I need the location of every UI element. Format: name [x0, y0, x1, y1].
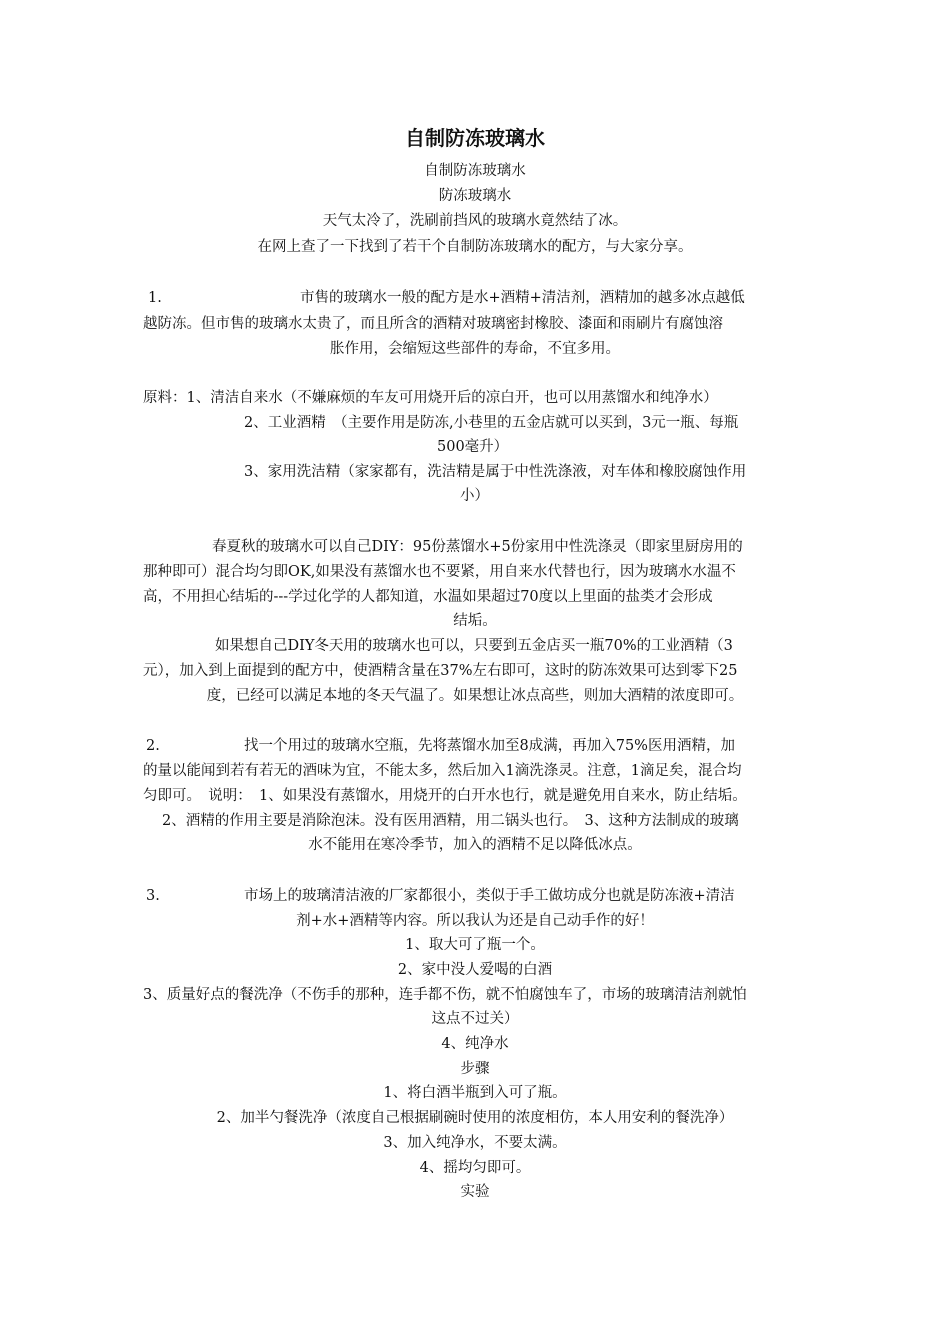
- document-title: 自制防冻玻璃水: [405, 126, 545, 150]
- section-line: 1、取大可了瓶一个。: [405, 937, 545, 953]
- section-number: 1.: [148, 290, 162, 306]
- paragraph-line: 那种即可）混合均匀即OK,如果没有蒸馏水也不要紧，用自来水代替也行，因为玻璃水水温不: [143, 564, 736, 580]
- section-line: 实验: [460, 1184, 490, 1200]
- paragraph-line: 高，不用担心结垢的---学过化学的人都知道，水温如果超过70度以上里面的盐类才会形成: [143, 589, 713, 605]
- material-item: 小）: [460, 488, 489, 504]
- section-line: 4、纯净水: [441, 1036, 509, 1052]
- section-line: 步骤: [460, 1061, 490, 1077]
- section-line: 胀作用，会缩短这些部件的寿命，不宜多用。: [330, 341, 620, 357]
- paragraph-line: 春夏秋的玻璃水可以自己DIY：95份蒸馏水+5份家用中性洗涤灵（即家里厨房用的: [212, 539, 743, 555]
- section-line: 找一个用过的玻璃水空瓶，先将蒸馏水加至8成满，再加入75%医用酒精，加: [244, 738, 735, 754]
- section-line: 4、摇均匀即可。: [419, 1160, 531, 1176]
- material-item: 2、工业酒精 （主要作用是防冻,小巷里的五金店就可以买到，3元一瓶、每瓶: [244, 415, 739, 431]
- section-line: 3、加入纯净水，不要太满。: [383, 1135, 567, 1151]
- section-line: 2、加半勺餐洗净（浓度自己根据刷碗时使用的浓度相仿，本人用安利的餐洗净）: [216, 1110, 734, 1126]
- paragraph-line: 如果想自己DIY冬天用的玻璃水也可以，只要到五金店买一瓶70%的工业酒精（3: [215, 638, 733, 654]
- intro-line: 在网上查了一下找到了若干个自制防冻玻璃水的配方，与大家分享。: [257, 239, 693, 255]
- section-line: 水不能用在寒冷季节，加入的酒精不足以降低冰点。: [308, 837, 642, 853]
- material-item: 1、清洁自来水（不嫌麻烦的车友可用烧开后的凉白开，也可以用蒸馏水和纯净水）: [186, 390, 718, 406]
- materials-line: [143, 387, 718, 409]
- section-line: 匀即可。 说明： 1、如果没有蒸馏水，用烧开的白开水也行，就是避免用自来水，防止结垢。: [143, 788, 747, 804]
- paragraph-line: 结垢。: [453, 613, 497, 629]
- section-number: 3.: [146, 888, 160, 904]
- paragraph-line: 元），加入到上面提到的配方中，使酒精含量在37%左右即可，这时的防冻效果可达到零下25: [143, 663, 738, 679]
- section-line: 2、酒精的作用主要是消除泡沫。没有医用酒精，用二锅头也行。 3、这种方法制成的玻璃: [162, 813, 739, 829]
- section-line: 1、将白酒半瓶到入可了瓶。: [383, 1085, 567, 1101]
- material-item: 3、家用洗洁精（家家都有，洗洁精是属于中性洗涤液，对车体和橡胶腐蚀作用: [244, 464, 747, 480]
- paragraph-line: 度，已经可以满足本地的冬天气温了。如果想让冰点高些，则加大酒精的浓度即可。: [206, 688, 744, 704]
- section-line: 剂+水+酒精等内容。所以我认为还是自己动手作的好！: [296, 913, 654, 929]
- materials-label: 原料：: [143, 390, 187, 406]
- material-item: 500毫升）: [437, 439, 509, 455]
- section-line: 的量以能闻到若有若无的酒味为宜，不能太多，然后加入1滴洗涤灵。注意，1滴足矣，混合均: [143, 763, 742, 779]
- section-line: 越防冻。但市售的玻璃水太贵了，而且所含的酒精对玻璃密封橡胶、漆面和雨刷片有腐蚀溶: [143, 316, 723, 332]
- intro-line: 自制防冻玻璃水: [424, 163, 526, 179]
- intro-line: 防冻玻璃水: [438, 188, 512, 204]
- section-line: 2、家中没人爱喝的白酒: [397, 962, 553, 978]
- section-line: 这点不过关）: [431, 1011, 519, 1027]
- section-number: 2.: [146, 738, 160, 754]
- section-line: 3、质量好点的餐洗净（不伤手的那种，连手都不伤，就不怕腐蚀车了，市场的玻璃清洁剂就怕: [143, 987, 747, 1003]
- section-line: 市场上的玻璃清洁液的厂家都很小，类似于手工做坊成分也就是防冻液+清洁: [244, 888, 735, 904]
- intro-line: 天气太冷了，洗刷前挡风的玻璃水竟然结了冰。: [322, 213, 628, 229]
- section-line: 市售的玻璃水一般的配方是水+酒精+清洁剂，酒精加的越多冰点越低: [300, 290, 745, 306]
